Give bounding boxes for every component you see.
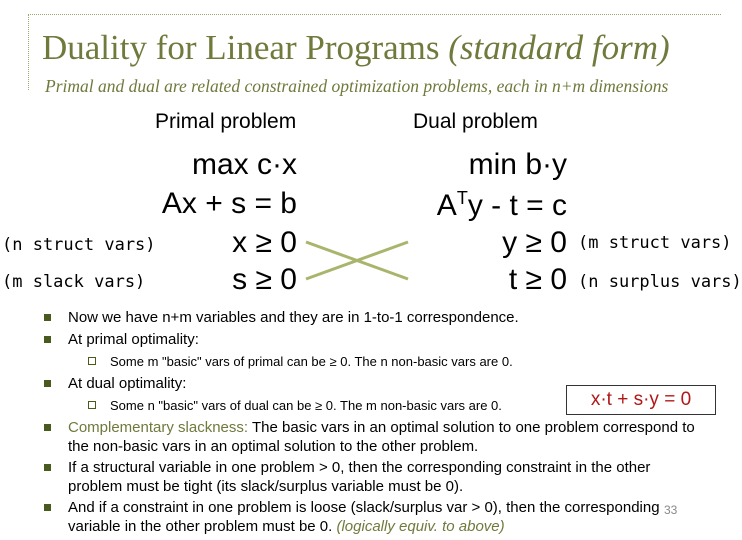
square-bullet-icon [44, 504, 51, 511]
page-number: 33 [664, 503, 678, 517]
slide-subtitle: Primal and dual are related constrained optimization problems, each in n+m dimensions [45, 76, 669, 96]
square-bullet-icon [44, 380, 51, 387]
primal-constraint: Ax + s = b [161, 187, 297, 220]
primal-objective: max c·x [192, 148, 297, 181]
hollow-square-bullet-icon [88, 357, 96, 365]
complementary-slackness-equation: x·t + s·y = 0 [566, 385, 716, 415]
label-n-surplus-vars: (n surplus vars) [578, 272, 742, 292]
hollow-square-bullet-icon [88, 401, 96, 409]
primal-header: Primal problem [155, 110, 297, 133]
square-bullet-icon [44, 464, 51, 471]
square-bullet-icon [44, 424, 51, 431]
square-bullet-icon [44, 336, 51, 343]
dual-t-nonneg: t ≥ 0 [508, 263, 567, 296]
label-m-struct-vars: (m struct vars) [578, 233, 732, 253]
primal-s-nonneg: s ≥ 0 [232, 263, 297, 296]
dual-header: Dual problem [413, 110, 538, 133]
square-bullet-icon [44, 314, 51, 321]
dual-y-nonneg: y ≥ 0 [502, 226, 567, 259]
dual-objective: min b·y [468, 148, 567, 181]
label-m-slack-vars: (m slack vars) [2, 272, 146, 292]
title-main: Duality for Linear Programs [42, 28, 440, 67]
primal-x-nonneg: x ≥ 0 [232, 226, 297, 259]
title-italic: (standard form) [448, 28, 670, 67]
label-n-struct-vars: (n struct vars) [2, 235, 156, 255]
dual-constraint: $A^Ty - t = c$ [436, 188, 567, 222]
